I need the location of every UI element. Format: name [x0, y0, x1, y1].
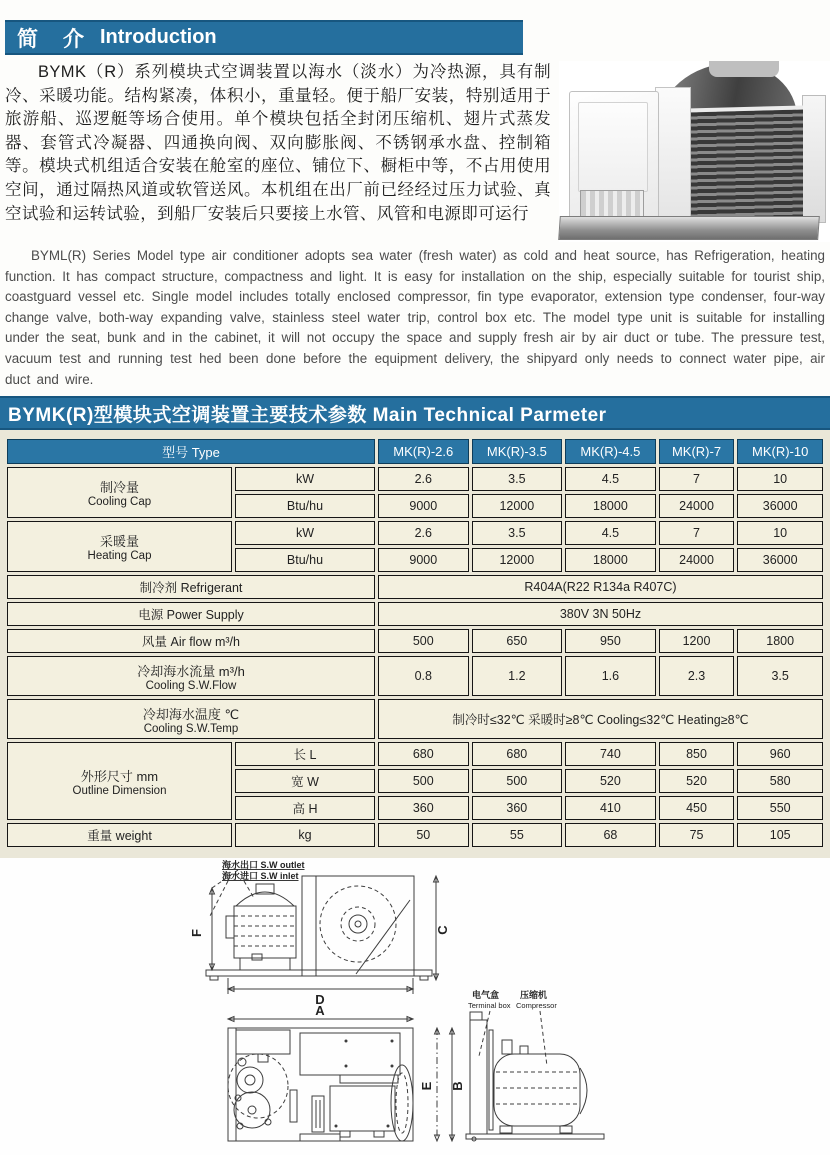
cell-value: 950 [565, 629, 656, 653]
label-en: Cooling S.W.Temp [143, 722, 239, 735]
photo-control-box [569, 91, 659, 227]
table-row [7, 602, 823, 626]
plan-foot [374, 1131, 384, 1137]
label-en: Cooling Cap [87, 496, 152, 509]
table-row [7, 823, 823, 847]
row-label-airflow: 风量 Air flow m³/h [7, 629, 375, 653]
photo-side-panel [802, 95, 826, 223]
cell-value: 0.8 [378, 656, 469, 696]
compressor-rings [234, 916, 296, 946]
tech-section-banner [0, 396, 830, 430]
side-view-drawing [189, 859, 450, 1007]
cell-value: 7 [659, 467, 735, 491]
cell-value: 550 [737, 796, 823, 820]
cell-value: 9000 [378, 494, 469, 518]
row-label-outline [7, 742, 232, 820]
cell-value: 4.5 [565, 467, 656, 491]
terminal-box [470, 1020, 487, 1134]
compressor-shell [494, 1054, 580, 1126]
cell-value: 3.5 [472, 521, 563, 545]
cell-value: 36000 [737, 494, 823, 518]
table-row [7, 742, 823, 766]
compressor-side-drawing [466, 989, 604, 1141]
col-header-model: MK(R)-7 [659, 439, 735, 464]
label-zh: 制冷量 [99, 480, 139, 496]
sw-outlet-label: 海水出口 S.W outlet [222, 860, 305, 871]
photo-base-plate [558, 216, 820, 240]
photo-mid-panel [655, 87, 691, 229]
compressor-flange [226, 916, 234, 938]
label-zh: 外形尺寸 mm [80, 768, 159, 784]
dim-label-d: D [315, 992, 325, 1008]
cell-value: 500 [378, 629, 469, 653]
unit-cell: kW [235, 521, 375, 545]
cell-value: 960 [737, 742, 823, 766]
row-label-cooling [7, 467, 232, 518]
cell-value: 75 [659, 823, 735, 847]
plan-bracket [290, 1090, 297, 1122]
product-photo [559, 61, 830, 242]
cell-value: 500 [472, 769, 563, 793]
fan-housing [302, 876, 414, 976]
cell-value: 24000 [659, 548, 735, 572]
intro-paragraph-zh: BYMK（R）系列模块式空调装置以海水（淡水）为冷热源，具有制冷、采暖功能。结构紧凑，体积小，重量轻。便于船厂安装，特别适用于旅游船、巡逻艇等场合使用。单个模块包括全封闭压缩机、翅片式蒸发器、套管式冷凝器、四通换向阀、双向膨胀阀、不锈钢承水盘、控制箱等。模块式机组适合安装在舱室的座位、铺位下、橱柜中等，不占用使用空间，通过隔热风道或软管送风。本机组在出厂前已经经过压力试验、真空试验和运转试验，到船厂安装后只要接上水管、风管和电源即可运行 [5, 63, 551, 223]
cell-value: 7 [659, 521, 735, 545]
table-row [7, 699, 823, 739]
label-en: Outline Dimension [72, 784, 167, 797]
tech-section-title: BYMK(R)型模块式空调装置主要技术参数 Main Technical Parmeter [8, 404, 607, 426]
shell-bulge [580, 1068, 587, 1114]
intro-title-en: Introduction [100, 26, 217, 48]
cell-value: 12000 [472, 494, 563, 518]
unit-cell: 高 H [235, 796, 375, 820]
col-header-model: MK(R)-10 [737, 439, 823, 464]
compressor-label-en: Compressor [516, 1001, 557, 1011]
cell-value: 1.2 [472, 656, 563, 696]
cell-value: 36000 [737, 548, 823, 572]
compressor-label-zh: 压缩机 [520, 990, 548, 1001]
col-header-model: MK(R)-3.5 [472, 439, 563, 464]
table-row [7, 656, 823, 696]
cell-power-value: 380V 3N 50Hz [378, 602, 823, 626]
dim-label-e: E [419, 1081, 434, 1091]
panel-dot [391, 1040, 394, 1043]
unit-cell: kW [235, 467, 375, 491]
cell-value: 10 [737, 521, 823, 545]
terminal-box-label-en: Terminal box [468, 1001, 511, 1011]
cell-value: 18000 [565, 548, 656, 572]
cell-value: 12000 [472, 548, 563, 572]
intro-title-zh: 简 介 [17, 27, 86, 51]
cell-value: 1800 [737, 629, 823, 653]
cell-value: 740 [565, 742, 656, 766]
cell-value: 50 [378, 823, 469, 847]
plan-name-plate [312, 1096, 324, 1132]
dim-label-c: C [435, 925, 450, 935]
cell-value: 18000 [565, 494, 656, 518]
label-en: Heating Cap [87, 550, 152, 563]
label-zh: 采暖量 [99, 534, 139, 550]
plan-outlet-oval [391, 1065, 413, 1141]
photo-fan-outlet [709, 61, 779, 77]
plan-fan-inlet [237, 1067, 263, 1093]
cell-value: 580 [737, 769, 823, 793]
fan-inlet-ring [341, 907, 375, 941]
table-row [7, 575, 823, 599]
cell-swtemp-value: 制冷时≤32℃ 采暖时≥8℃ Cooling≤32℃ Heating≥8℃ [378, 699, 823, 739]
cell-value: 850 [659, 742, 735, 766]
base-rail [466, 1134, 604, 1139]
leader-line [540, 1011, 547, 1066]
cell-value: 3.5 [472, 467, 563, 491]
row-label-swtemp [7, 699, 375, 739]
row-label-swflow [7, 656, 375, 696]
fan-scroll [320, 886, 396, 962]
dim-label-f: F [189, 929, 204, 938]
panel-dot [345, 1040, 348, 1043]
cell-value: 2.6 [378, 521, 469, 545]
row-label-weight: 重量 weight [7, 823, 232, 847]
label-zh: 冷却海水流量 m³/h [137, 663, 245, 679]
unit-cell: Btu/hu [235, 548, 375, 572]
leader-line [210, 881, 228, 916]
plan-motor-shaft [248, 1106, 256, 1114]
cell-value: 520 [565, 769, 656, 793]
label-en: Cooling S.W.Flow [145, 679, 237, 692]
cell-value: 3.5 [737, 656, 823, 696]
cell-value: 68 [565, 823, 656, 847]
unit-cell: 长 L [235, 742, 375, 766]
compressor-fitting [502, 1040, 512, 1054]
col-header-model: MK(R)-2.6 [378, 439, 469, 464]
table-row [7, 629, 823, 653]
cell-value: 1200 [659, 629, 735, 653]
base-plate [206, 970, 432, 976]
row-label-power: 电源 Power Supply [7, 602, 375, 626]
cell-value: 360 [378, 796, 469, 820]
compressor-fitting [520, 1046, 528, 1054]
plan-elec-box [236, 1030, 290, 1054]
cell-value: 24000 [659, 494, 735, 518]
intro-paragraph-en: BYML(R) Series Model type air conditioner adopts sea water (fresh water) as cold and heat source, has Refrigeration, heating function. It has compact structure, compactness and light. It is easy for installation on the ship, especially suitable for tourist ship, coastguard vessel etc. Single model includes totally enclosed compressor, fin type evaporator, extension type condenser, four-way change valve, both-way expanding valve, stainless steel water trip, control box etc. The model type unit is suitable for installing under the seat, bunk and in the cabinet, it will not occupy the space and supply fresh air by air duct or tube. The pressure test, vacuum test and running test hed been done before the equipment delivery, the shipyard only needs to connect water pipe, air duct and wire. [5, 248, 825, 387]
plan-tab [300, 1134, 340, 1141]
intro-body [5, 61, 830, 242]
leader-line [479, 1011, 490, 1056]
photo-control-box-panel [578, 102, 648, 192]
plan-step [340, 1075, 398, 1083]
tech-table-section [0, 430, 830, 858]
mount-detail [252, 954, 262, 960]
photo-condenser-coil [687, 105, 803, 232]
plan-view-drawing [228, 1003, 465, 1141]
plan-foot [340, 1131, 350, 1137]
fan-shaft [355, 921, 361, 927]
table-header-row [7, 439, 823, 464]
row-label-refrigerant: 制冷剂 Refrigerant [7, 575, 375, 599]
cell-value: 2.6 [378, 467, 469, 491]
plate-lines [316, 1100, 320, 1128]
cell-refrigerant-value: R404A(R22 R134a R407C) [378, 575, 823, 599]
panel-dot [387, 1125, 390, 1128]
technical-drawings [0, 858, 830, 1155]
cell-value: 1.6 [565, 656, 656, 696]
cell-value: 520 [659, 769, 735, 793]
fan-cutoff [356, 900, 410, 974]
panel-dot [391, 1065, 394, 1068]
label-zh: 冷却海水温度 ℃ [142, 706, 240, 722]
type-header: 型号 Type [7, 439, 375, 464]
compressor-foot [560, 1126, 572, 1133]
cell-value: 9000 [378, 548, 469, 572]
table-row [7, 467, 823, 491]
cell-value: 450 [659, 796, 735, 820]
cell-value: 360 [472, 796, 563, 820]
compressor-foot [500, 1126, 512, 1133]
cell-value: 55 [472, 823, 563, 847]
photo-control-box-vent [580, 190, 644, 218]
terminal-box-notch [470, 1012, 482, 1020]
table-row [7, 521, 823, 545]
cell-value: 680 [472, 742, 563, 766]
cell-value: 10 [737, 467, 823, 491]
cell-value: 105 [737, 823, 823, 847]
leader-line [244, 881, 254, 898]
dim-label-a: A [315, 1003, 325, 1019]
row-label-heating [7, 521, 232, 572]
pipe [489, 1030, 493, 1130]
cell-value: 500 [378, 769, 469, 793]
col-header-model: MK(R)-4.5 [565, 439, 656, 464]
shell-lines [496, 1072, 578, 1104]
unit-cell: Btu/hu [235, 494, 375, 518]
plan-fan-hub [245, 1075, 255, 1085]
intro-section-banner [5, 20, 523, 55]
unit-cell: kg [235, 823, 375, 847]
technical-table [4, 436, 826, 850]
panel-dot [335, 1125, 338, 1128]
cell-value: 410 [565, 796, 656, 820]
drawings-svg [0, 858, 830, 1150]
plan-fan-scroll [228, 1054, 288, 1118]
cell-value: 2.3 [659, 656, 735, 696]
compressor-mount [240, 958, 290, 970]
cell-value: 680 [378, 742, 469, 766]
unit-cell: 宽 W [235, 769, 375, 793]
panel-dot [345, 1065, 348, 1068]
cell-value: 650 [472, 629, 563, 653]
plan-motor-block [330, 1086, 395, 1131]
plan-coil-panel [300, 1033, 400, 1075]
fan-hub [349, 915, 367, 933]
sw-inlet-label: 海水进口 S.W inlet [222, 871, 299, 882]
cell-value: 4.5 [565, 521, 656, 545]
dim-label-b: B [450, 1081, 465, 1091]
base-foot [210, 976, 218, 980]
compressor-body [234, 906, 296, 958]
base-foot [420, 976, 428, 980]
terminal-box-label-zh: 电气盒 [472, 990, 500, 1001]
